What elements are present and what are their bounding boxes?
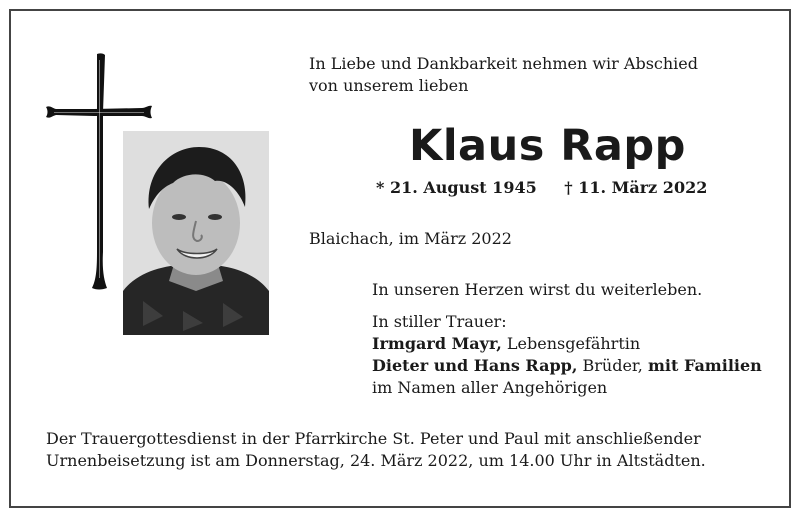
death-date: † 11. März 2022 bbox=[564, 178, 708, 197]
place-date: Blaichach, im März 2022 bbox=[309, 229, 512, 248]
mourners-heading: In stiller Trauer: bbox=[372, 312, 507, 331]
mourner-relation-1: Lebensgefährtin bbox=[501, 334, 641, 353]
mourner-families: mit Familien bbox=[647, 356, 762, 375]
intro-text bbox=[309, 53, 698, 97]
mourner-name-1: Irmgard Mayr, bbox=[372, 334, 502, 353]
life-dates bbox=[376, 177, 707, 199]
service-line-1: Der Trauergottesdienst in der Pfarrkirche St. Peter und Paul mit anschließender bbox=[46, 429, 701, 448]
motto: In unseren Herzen wirst du weiterleben. bbox=[372, 280, 703, 299]
mourner-line-2 bbox=[372, 355, 762, 377]
intro-line-2: von unserem lieben bbox=[309, 76, 469, 95]
deceased-name: Klaus Rapp bbox=[409, 121, 686, 171]
mourner-name-2: Dieter und Hans Rapp, bbox=[372, 356, 578, 375]
portrait-photo bbox=[123, 131, 269, 335]
birth-date: * 21. August 1945 bbox=[376, 178, 537, 197]
mourner-relation-2: Brüder, bbox=[577, 356, 648, 375]
service-line-2: Urnenbeisetzung ist am Donnerstag, 24. März 2022, um 14.00 Uhr in Altstädten. bbox=[46, 451, 706, 470]
service-info bbox=[46, 428, 706, 472]
mourner-line-3: im Namen aller Angehörigen bbox=[372, 378, 608, 397]
mourner-line-1 bbox=[372, 333, 762, 355]
intro-line-1: In Liebe und Dankbarkeit nehmen wir Abschied bbox=[309, 54, 699, 73]
mourners-block bbox=[372, 311, 762, 399]
